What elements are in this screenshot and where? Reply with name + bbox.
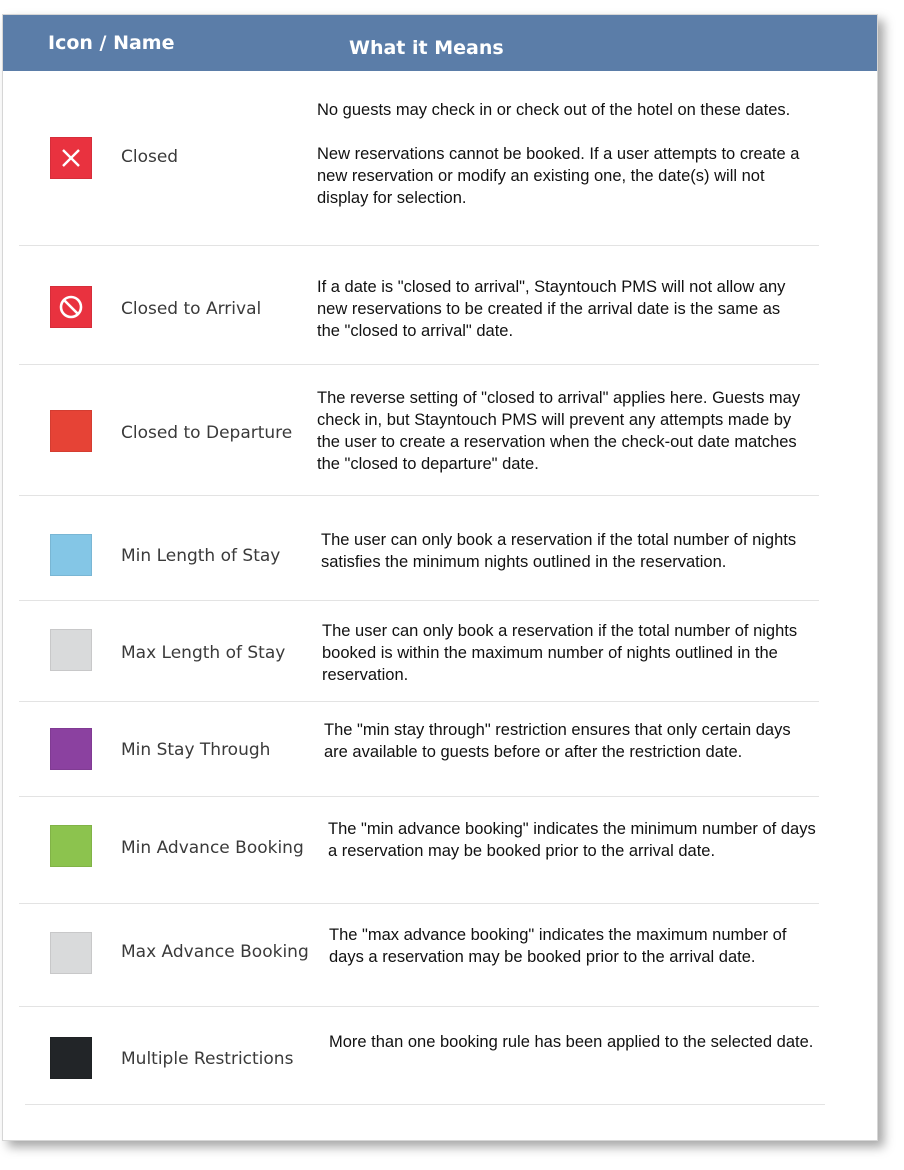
prohibited-glyph — [58, 294, 84, 320]
row-name: Closed to Arrival — [121, 299, 262, 319]
table-row — [3, 365, 877, 495]
row-name: Max Advance Booking — [121, 942, 309, 962]
description-paragraph: The "max advance booking" indicates the maximum number of days a reservation may be booked prior to the arrival date. — [329, 926, 787, 966]
table-row — [3, 797, 877, 903]
row-description — [324, 719, 814, 763]
row-name: Closed to Departure — [121, 423, 293, 443]
row-name: Multiple Restrictions — [121, 1049, 294, 1069]
description-paragraph: If a date is "closed to arrival", Stayntouch PMS will not allow any new reservations to be created if the arrival date is the same as the "closed to arrival" date. — [317, 278, 786, 340]
row-name: Max Length of Stay — [121, 643, 286, 663]
row-description — [329, 1031, 819, 1053]
row-divider — [25, 1104, 825, 1105]
description-paragraph: The "min advance booking" indicates the minimum number of days a reservation may be booked prior to the arrival date. — [328, 820, 816, 860]
description-paragraph: The reverse setting of "closed to arrival" applies here. Guests may check in, but Stayntouch PMS will prevent any attempts made by the user to create a reservation when the check-out date matches the "closed to departure" date. — [317, 389, 801, 473]
row-description — [317, 99, 807, 209]
table-row — [3, 1007, 877, 1104]
description-paragraph: The user can only book a reservation if the total number of nights satisfies the minimum nights outlined in the reservation. — [321, 531, 797, 571]
row-description — [328, 818, 818, 862]
close-x-glyph — [60, 147, 82, 169]
description-paragraph: No guests may check in or check out of the hotel on these dates. — [317, 101, 791, 119]
table-row — [3, 904, 877, 1006]
solid-square-icon — [50, 410, 92, 452]
row-name: Min Stay Through — [121, 740, 271, 760]
row-description — [317, 387, 807, 475]
solid-square-icon — [50, 629, 92, 671]
solid-square-icon — [50, 728, 92, 770]
row-description — [321, 529, 821, 573]
solid-square-icon — [50, 932, 92, 974]
description-paragraph: The user can only book a reservation if the total number of nights booked is within the maximum number of nights outlined in the reservation. — [322, 622, 798, 684]
prohibited-icon — [50, 286, 92, 328]
restrictions-legend-table — [2, 14, 878, 1141]
row-name: Min Advance Booking — [121, 838, 304, 858]
description-paragraph: The "min stay through" restriction ensures that only certain days are available to guests before or after the restriction date. — [324, 721, 791, 761]
row-name: Min Length of Stay — [121, 546, 281, 566]
solid-square-icon — [50, 1037, 92, 1079]
solid-square-icon — [50, 534, 92, 576]
description-paragraph: New reservations cannot be booked. If a user attempts to create a new reservation or modify an existing one, the date(s) will not display for selection. — [317, 145, 800, 207]
table-row — [3, 496, 877, 600]
row-description — [322, 620, 812, 686]
table-header — [3, 15, 877, 71]
header-meaning: What it Means — [349, 37, 504, 59]
description-paragraph: More than one booking rule has been applied to the selected date. — [329, 1033, 814, 1051]
table-row — [3, 246, 877, 364]
close-x-icon — [50, 137, 92, 179]
table-row — [3, 71, 877, 245]
row-description — [317, 276, 807, 342]
solid-square-icon — [50, 825, 92, 867]
row-name: Closed — [121, 147, 179, 167]
table-row — [3, 702, 877, 796]
row-description — [329, 924, 819, 968]
header-icon-name: Icon / Name — [48, 32, 175, 54]
table-row — [3, 601, 877, 701]
